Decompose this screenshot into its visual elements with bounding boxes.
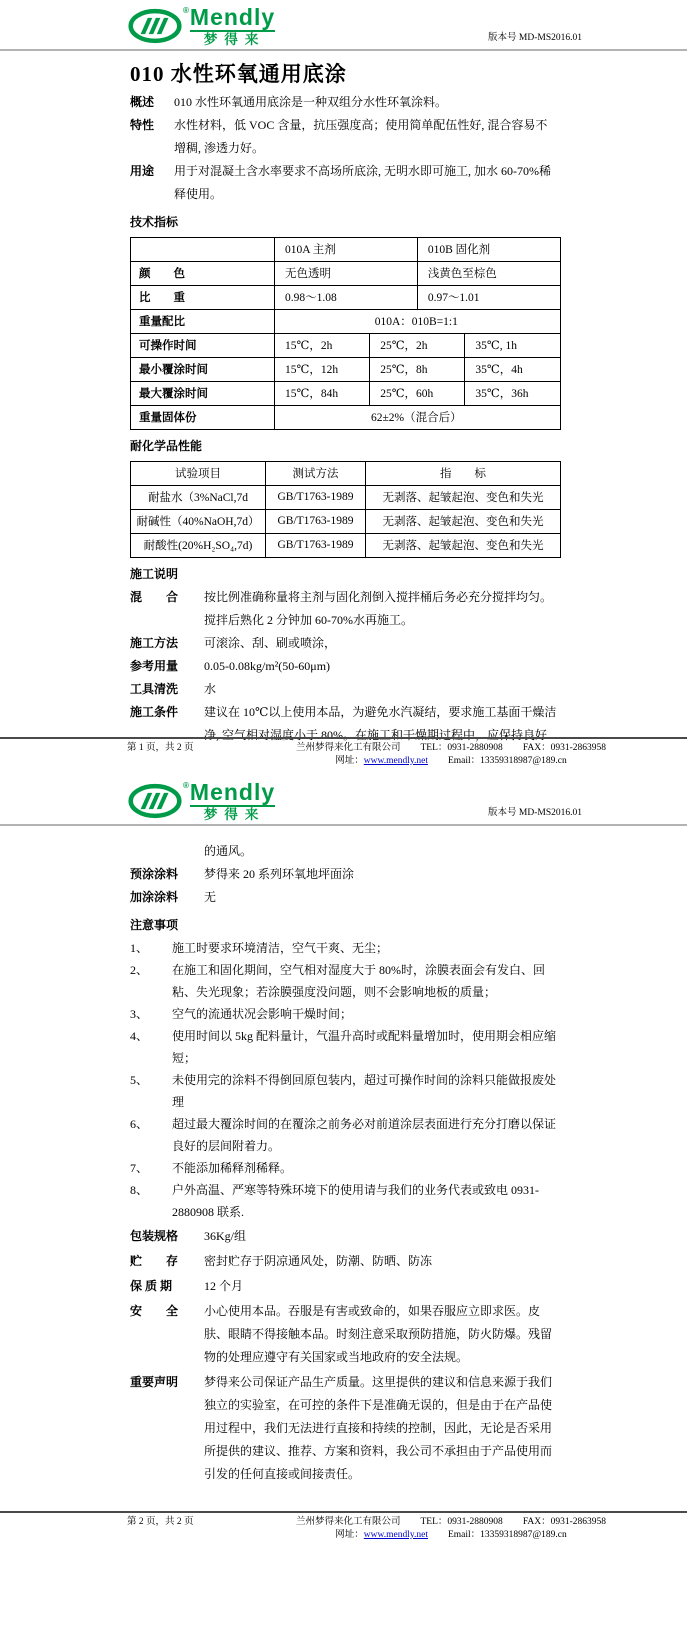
section-label: 保 质 期 — [130, 1278, 173, 1293]
section-label: 预涂涂料 — [130, 866, 179, 881]
header-divider — [0, 49, 687, 51]
tel-number: TEL：0931-2880908 — [420, 1517, 503, 1527]
table-row — [131, 285, 561, 309]
page-header — [0, 775, 687, 826]
table-row — [131, 405, 561, 429]
footer-divider — [0, 1511, 687, 1513]
table-cell: 35℃，36h — [465, 381, 560, 405]
section-row — [130, 1371, 559, 1486]
section-label: 加涂涂料 — [130, 889, 179, 904]
table-row — [131, 533, 561, 557]
section-label: 重要声明 — [130, 1374, 179, 1389]
note-number: 8、 — [130, 1182, 149, 1197]
tech-specs-table — [130, 237, 561, 430]
note-text: 施工时要求环境清洁，空气干爽、无尘； — [172, 940, 389, 955]
section-text: 12 个月 — [204, 1278, 244, 1293]
note-number: 1、 — [130, 940, 149, 955]
coating-sections — [130, 863, 559, 909]
document-page-2 — [0, 775, 687, 1638]
page-header — [0, 0, 687, 51]
section-row — [130, 91, 559, 114]
table-cell: 0.97～1.01 — [417, 285, 560, 309]
table-row — [131, 261, 561, 285]
website-label: 网址： — [335, 1530, 364, 1540]
notes-heading: 注意事项 — [130, 917, 179, 932]
note-number: 7、 — [130, 1160, 149, 1175]
section-label: 特性 — [130, 117, 155, 132]
section-row — [130, 863, 559, 886]
registered-trademark-icon: ® — [183, 781, 189, 790]
table-cell: 耐碱性（40%NaOH,7d） — [131, 509, 266, 533]
fax-number: FAX：0931-2863958 — [522, 1517, 607, 1527]
brand-name: Mendly — [189, 4, 276, 30]
note-text: 在施工和固化期间，空气相对湿度大于 80%时，涂膜表面会有发白、回粘、失光现象；若涂膜强度没问题，则不会影响地板的质量； — [172, 962, 545, 999]
section-text: 按比例准确称量将主剂与固化剂倒入搅拌桶后务必充分搅拌均匀。搅拌后熟化 2 分钟加 60-70%水再施工。 — [204, 589, 553, 627]
table-cell: 耐酸性(20%H₂SO₄,7d) — [131, 533, 266, 557]
document-page-1 — [0, 0, 687, 775]
email-address: Email：13359318987@189.cn — [447, 1530, 567, 1540]
section-text: 用于对混凝土含水率要求不高场所底涂, 无明水即可施工, 加水 60-70%稀释使用。 — [174, 163, 551, 201]
note-number: 2、 — [130, 962, 149, 977]
website-link[interactable]: www.mendly.net — [363, 756, 428, 766]
table-cell: 试验项目 — [131, 461, 266, 485]
table-cell: 15℃，2h — [275, 333, 370, 357]
section-label: 包装规格 — [130, 1228, 179, 1243]
page1-footer — [0, 737, 687, 768]
table-cell: 重量配比 — [131, 309, 275, 333]
table-cell: 最大覆涂时间 — [131, 381, 275, 405]
section-row — [130, 586, 559, 632]
table-cell: 最小覆涂时间 — [131, 357, 275, 381]
table-cell: 无剥落、起皱起泡、变色和失光 — [366, 485, 561, 509]
website-row — [335, 1529, 428, 1542]
table-cell: 无剥落、起皱起泡、变色和失光 — [366, 533, 561, 557]
company-logo — [128, 781, 275, 822]
table-cell: 重量固体份 — [131, 405, 275, 429]
table-cell: 62±2%（混合后） — [275, 405, 561, 429]
table-cell: 耐盐水（3%NaCl,7d — [131, 485, 266, 509]
table-cell: 25℃，8h — [370, 357, 465, 381]
note-item — [130, 1179, 559, 1223]
section-row — [130, 1275, 559, 1298]
table-cell: 颜 色 — [131, 261, 275, 285]
table-cell: 25℃，60h — [370, 381, 465, 405]
construction-heading: 施工说明 — [130, 566, 179, 581]
table-row — [131, 309, 561, 333]
header-divider — [0, 824, 687, 826]
fax-number: FAX：0931-2863958 — [522, 743, 607, 753]
section-label: 参考用量 — [130, 658, 179, 673]
section-text: 0.05-0.08kg/m²(50-60μm) — [204, 658, 331, 673]
registered-trademark-icon: ® — [183, 6, 189, 15]
note-number: 3、 — [130, 1006, 149, 1021]
note-item — [130, 1113, 559, 1157]
section-label: 概述 — [130, 94, 155, 109]
section-row — [130, 886, 559, 909]
page-number: 第 2 页，共 2 页 — [127, 1517, 194, 1527]
note-text: 空气的流通状况会影响干燥时间； — [172, 1006, 353, 1021]
section-label: 贮 存 — [130, 1253, 179, 1268]
page1-content — [130, 62, 559, 747]
company-name: 兰州梦得来化工有限公司 — [295, 1517, 401, 1527]
note-text: 不能添加稀释剂稀释。 — [172, 1160, 293, 1175]
section-text: 梦得来 20 系列环氧地坪面涂 — [204, 866, 355, 881]
table-cell — [131, 237, 275, 261]
note-text: 户外高温、严寒等特殊环境下的使用请与我们的业务代表或致电 0931-2880908 联系. — [172, 1182, 539, 1219]
table-cell: 0.98～1.08 — [275, 285, 418, 309]
section-text: 建议在 10℃以上使用本品，为避免水汽凝结，要求施工基面干燥洁净, 空气相对湿度小于 80%。在施工和干燥期过程中，应保持良好 — [204, 704, 557, 742]
construction-sections — [130, 586, 559, 747]
company-logo — [128, 6, 275, 47]
company-contact-info — [275, 1516, 627, 1542]
table-row — [131, 485, 561, 509]
table-row — [131, 381, 561, 405]
table-cell: 可操作时间 — [131, 333, 275, 357]
section-label: 施工方法 — [130, 635, 179, 650]
version-label: 版本号 MD-MS2016.01 — [488, 32, 582, 43]
note-item — [130, 937, 559, 959]
table-row — [131, 357, 561, 381]
table-cell: 15℃，12h — [275, 357, 370, 381]
mendly-logo-icon — [128, 783, 182, 819]
table-cell: 010A：010B=1:1 — [275, 309, 561, 333]
section-row — [130, 114, 559, 160]
table-cell: 无色透明 — [275, 261, 418, 285]
table-cell: 25℃，2h — [370, 333, 465, 357]
page-number: 第 1 页，共 2 页 — [127, 743, 194, 753]
section-row — [130, 1250, 559, 1273]
brand-name: Mendly — [189, 779, 276, 805]
table-cell: 测试方法 — [266, 461, 366, 485]
version-label: 版本号 MD-MS2016.01 — [488, 807, 582, 818]
intro-sections — [130, 91, 559, 206]
section-label: 安 全 — [130, 1303, 179, 1318]
note-item — [130, 959, 559, 1003]
section-row — [130, 655, 559, 678]
mendly-logo-icon — [128, 8, 182, 44]
tech-specs-heading: 技术指标 — [130, 214, 179, 229]
table-cell: 无剥落、起皱起泡、变色和失光 — [366, 509, 561, 533]
note-number: 5、 — [130, 1072, 149, 1087]
section-text: 36Kg/组 — [204, 1228, 247, 1243]
section-row — [130, 1300, 559, 1369]
section-label: 混 合 — [130, 589, 179, 604]
notes-list — [130, 937, 559, 1223]
section-text: 无 — [204, 889, 217, 904]
website-label: 网址： — [335, 756, 364, 766]
section-row — [130, 632, 559, 655]
table-cell: 35℃, 1h — [465, 333, 560, 357]
brand-name-chinese: 梦得来 — [203, 32, 266, 47]
note-text: 使用时间以 5kg 配料量计，气温升高时或配料量增加时，使用期会相应缩短； — [172, 1028, 557, 1065]
section-text: 密封贮存于阴凉通风处，防潮、防晒、防冻 — [204, 1253, 433, 1268]
table-row — [131, 461, 561, 485]
note-number: 6、 — [130, 1116, 149, 1131]
table-cell: 010B 固化剂 — [417, 237, 560, 261]
note-item — [130, 1157, 559, 1179]
page2-footer — [0, 1511, 687, 1542]
section-text: 水 — [204, 681, 217, 696]
note-item — [130, 1003, 559, 1025]
chem-resistance-heading: 耐化学品性能 — [130, 438, 203, 453]
section-text: 水性材料，低 VOC 含量，抗压强度高；使用简单配伍性好, 混合容易不增稠, 渗透力好。 — [174, 117, 548, 155]
table-cell: 010A 主剂 — [275, 237, 418, 261]
website-row — [335, 755, 428, 768]
tel-number: TEL：0931-2880908 — [420, 743, 503, 753]
section-text: 梦得来公司保证产品生产质量。这里提供的建议和信息来源于我们独立的实验室，在可控的条件下是准确无误的，但是由于在产品使用过程中，我们无法进行直接和持续的控制，因此，无论是否采用所提供的建议、推荐、方案和资料，我公司不承担由于产品使用而引发的任何直接或间接责任。 — [204, 1374, 553, 1481]
email-address: Email：13359318987@189.cn — [447, 756, 567, 766]
table-row — [131, 509, 561, 533]
note-text: 超过最大覆涂时间的在覆涂之前务必对前道涂层表面进行充分打磨以保证良好的层间附着力。 — [172, 1116, 557, 1153]
section-row — [130, 678, 559, 701]
note-number: 4、 — [130, 1028, 149, 1043]
table-cell: GB/T1763-1989 — [266, 509, 366, 533]
section-text: 小心使用本品。吞服是有害或致命的，如果吞服应立即求医。皮肤、眼睛不得接触本品。时刻注意采取预防措施，防火防爆。残留物的处理应遵守有关国家或当地政府的安全法规。 — [204, 1303, 553, 1364]
section-label: 用途 — [130, 163, 155, 178]
footer-divider — [0, 737, 687, 739]
note-text: 未使用完的涂料不得倒回原包装内，超过可操作时间的涂料只能做报废处理 — [172, 1072, 557, 1109]
section-label: 施工条件 — [130, 704, 179, 719]
section-label: 工具清洗 — [130, 681, 179, 696]
section-row — [130, 1225, 559, 1248]
website-link[interactable]: www.mendly.net — [363, 1530, 428, 1540]
table-cell: GB/T1763-1989 — [266, 485, 366, 509]
continuation-text: 的通风。 — [204, 843, 253, 858]
table-row — [131, 333, 561, 357]
section-text: 010 水性环氧通用底涂是一种双组分水性环氧涂料。 — [174, 94, 448, 109]
document-title: 010 水性环氧通用底涂 — [130, 61, 347, 86]
page2-content — [130, 840, 559, 1486]
note-item — [130, 1025, 559, 1069]
brand-name-chinese: 梦得来 — [203, 807, 266, 822]
company-name: 兰州梦得来化工有限公司 — [295, 743, 401, 753]
section-text: 可滚涂、刮、刷或喷涂， — [204, 635, 337, 650]
table-cell: 比 重 — [131, 285, 275, 309]
table-cell: 指 标 — [366, 461, 561, 485]
company-contact-info — [275, 742, 627, 768]
table-cell: 浅黄色至棕色 — [417, 261, 560, 285]
packaging-storage-sections — [130, 1225, 559, 1486]
table-cell: 15℃，84h — [275, 381, 370, 405]
section-row — [130, 160, 559, 206]
table-cell: GB/T1763-1989 — [266, 533, 366, 557]
chem-resistance-table — [130, 461, 561, 558]
table-cell: 35℃，4h — [465, 357, 560, 381]
table-row — [131, 237, 561, 261]
note-item — [130, 1069, 559, 1113]
